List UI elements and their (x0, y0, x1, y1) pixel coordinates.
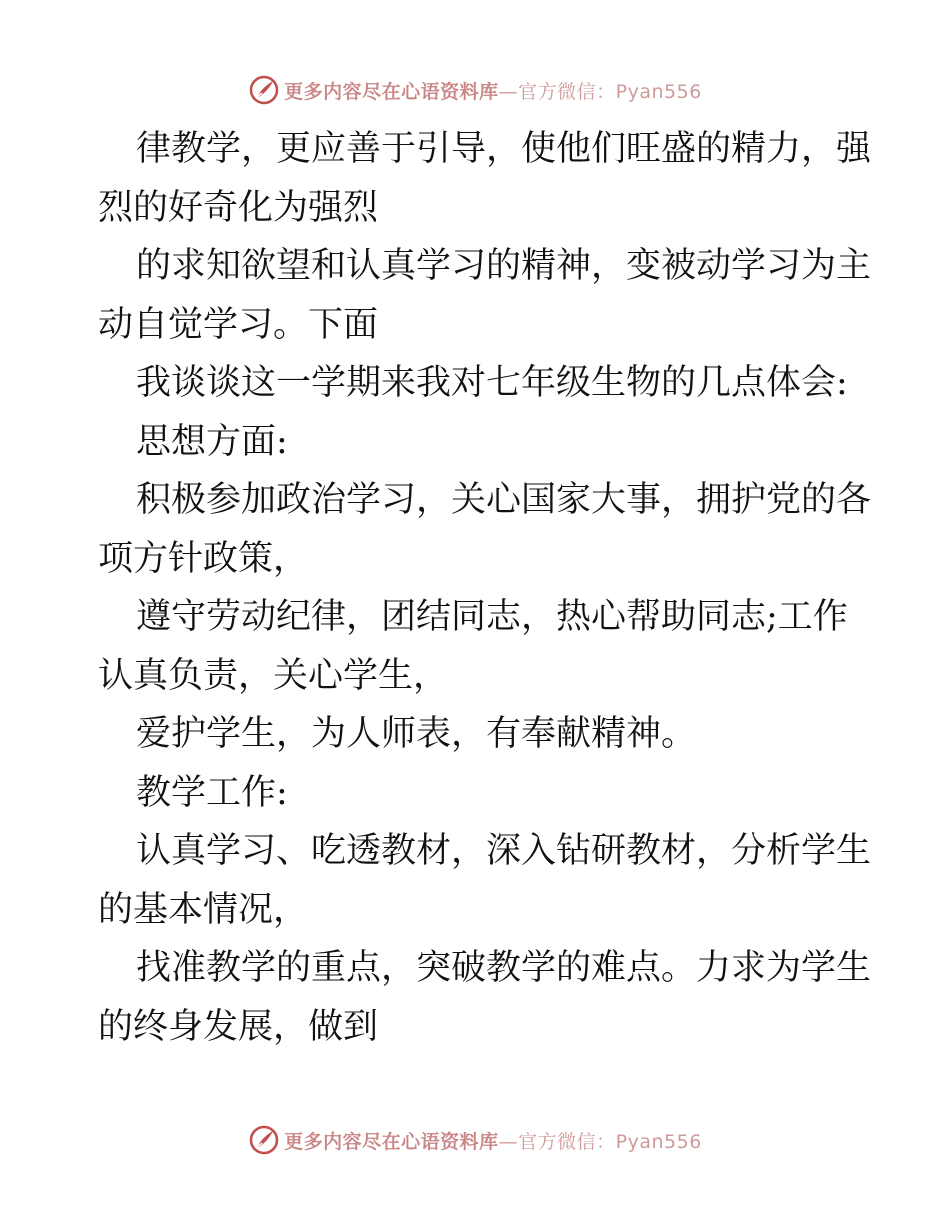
paragraph (98, 120, 872, 237)
paragraph-line: 找准教学的重点，突破教学的难点。力求为学生 (136, 948, 872, 988)
paragraph (98, 471, 872, 588)
header-separator: — (498, 80, 519, 103)
header-account-text: 官方微信：Pyan556 (518, 80, 702, 103)
document-body (98, 120, 872, 1056)
quill-logo-icon (248, 1124, 280, 1156)
paragraph-line: 爱护学生，为人师表，有奉献精神。 (136, 714, 697, 754)
paragraph (98, 764, 858, 823)
paragraph-line: 动自觉学习。下面 (98, 304, 379, 345)
paragraph-line: 我谈谈这一学期来我对七年级生物的几点体会: (136, 363, 848, 403)
paragraph-line: 遵守劳动纪律，团结同志，热心帮助同志;工作 (136, 597, 848, 637)
footer-separator: — (498, 1130, 519, 1153)
paragraph-line: 项方针政策， (98, 538, 309, 579)
paragraph (98, 705, 858, 764)
paragraph-line: 的求知欲望和认真学习的精神，变被动学习为主 (136, 246, 872, 286)
paragraph-line: 的基本情况， (98, 889, 309, 930)
paragraph (98, 354, 858, 413)
footer-site-text: 更多内容尽在心语资料库 (284, 1130, 499, 1153)
quill-logo-icon (248, 74, 280, 106)
paragraph (98, 939, 872, 1056)
paragraph (98, 822, 872, 939)
paragraph-line: 认真负责，关心学生， (98, 655, 449, 696)
paragraph-line: 律教学，更应善于引导，使他们旺盛的精力，强 (136, 129, 872, 169)
paragraph-line: 思想方面: (136, 421, 288, 462)
paragraph (98, 413, 858, 472)
footer-watermark (0, 1120, 950, 1160)
header-site-text: 更多内容尽在心语资料库 (284, 80, 499, 103)
header-watermark (0, 70, 950, 110)
paragraph (98, 588, 858, 705)
paragraph-line: 教学工作: (136, 772, 288, 813)
footer-account-text: 官方微信：Pyan556 (518, 1130, 702, 1153)
paragraph-line: 认真学习、吃透教材，深入钻研教材，分析学生 (136, 831, 872, 871)
paragraph-line: 的终身发展，做到 (98, 1006, 379, 1047)
paragraph-line: 积极参加政治学习，关心国家大事，拥护党的各 (136, 480, 872, 520)
paragraph (98, 237, 872, 354)
paragraph-line: 烈的好奇化为强烈 (98, 187, 379, 228)
